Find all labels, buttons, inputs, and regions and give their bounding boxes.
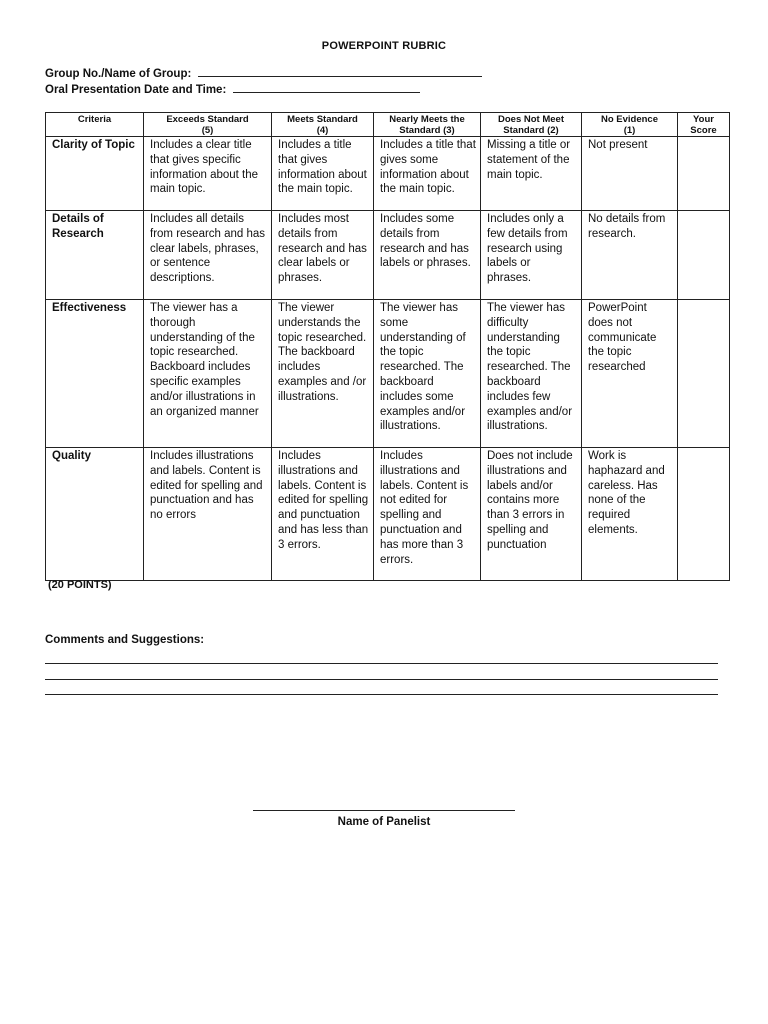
header-criteria: Criteria	[46, 113, 144, 137]
group-name-field	[45, 65, 482, 80]
comment-line-3[interactable]	[45, 694, 718, 695]
table-header-row	[46, 113, 730, 137]
presentation-date-blank[interactable]	[233, 81, 420, 93]
nearly-cell: Includes a title that gives some information about the main topic.	[374, 137, 481, 211]
table-row	[46, 211, 730, 300]
presentation-date-field	[45, 81, 420, 96]
no-evidence-cell: No details from research.	[582, 211, 678, 300]
does-not-cell: Includes only a few details from research using labels or phrases.	[481, 211, 582, 300]
nearly-cell: Includes illustrations and labels. Content is not edited for spelling and punctuation and has more than 3 errors.	[374, 448, 481, 581]
exceeds-cell: Includes illustrations and labels. Content is edited for spelling and punctuation and has no errors	[144, 448, 272, 581]
comment-line-1[interactable]	[45, 663, 718, 664]
header-exceeds-standard: Exceeds Standard (5)	[144, 113, 272, 137]
nearly-cell: The viewer has some understanding of the topic researched. The backboard includes some examples and/or illustrations.	[374, 300, 481, 448]
group-name-label: Group No./Name of Group:	[45, 68, 192, 80]
table-row	[46, 137, 730, 211]
no-evidence-cell: Not present	[582, 137, 678, 211]
rubric-table	[45, 112, 730, 581]
exceeds-cell: Includes all details from research and has clear labels, phrases, or sentence descriptions.	[144, 211, 272, 300]
panelist-signature-line[interactable]	[253, 810, 515, 811]
criteria-cell: Details of Research	[46, 211, 144, 300]
total-points-label: (20 POINTS)	[48, 579, 112, 591]
presentation-date-label: Oral Presentation Date and Time:	[45, 84, 227, 96]
no-evidence-cell: PowerPoint does not communicate the topic researched	[582, 300, 678, 448]
header-nearly-meets-standard: Nearly Meets the Standard (3)	[374, 113, 481, 137]
exceeds-cell: The viewer has a thorough understanding of the topic researched. Backboard includes specific examples and/or illustrations in an organized manner	[144, 300, 272, 448]
table-row	[46, 300, 730, 448]
does-not-cell: Missing a title or statement of the main topic.	[481, 137, 582, 211]
panelist-name-label: Name of Panelist	[337, 816, 431, 828]
criteria-cell: Effectiveness	[46, 300, 144, 448]
does-not-cell: Does not include illustrations and labels and/or contains more than 3 errors in spelling and punctuation	[481, 448, 582, 581]
score-cell[interactable]	[678, 448, 730, 581]
score-cell[interactable]	[678, 137, 730, 211]
nearly-cell: Includes some details from research and has labels or phrases.	[374, 211, 481, 300]
criteria-cell: Clarity of Topic	[46, 137, 144, 211]
header-your-score: Your Score	[678, 113, 730, 137]
comments-label: Comments and Suggestions:	[45, 634, 205, 646]
meets-cell: Includes a title that gives information about the main topic.	[272, 137, 374, 211]
header-does-not-meet-standard: Does Not Meet Standard (2)	[481, 113, 582, 137]
exceeds-cell: Includes a clear title that gives specific information about the main topic.	[144, 137, 272, 211]
does-not-cell: The viewer has difficulty understanding the topic researched. The backboard includes few examples and/or illustrations.	[481, 300, 582, 448]
comment-line-2[interactable]	[45, 679, 718, 680]
table-row	[46, 448, 730, 581]
score-cell[interactable]	[678, 300, 730, 448]
criteria-cell: Quality	[46, 448, 144, 581]
group-name-blank[interactable]	[198, 65, 482, 77]
score-cell[interactable]	[678, 211, 730, 300]
meets-cell: The viewer understands the topic researched. The backboard includes examples and /or illustrations.	[272, 300, 374, 448]
meets-cell: Includes most details from research and has clear labels or phrases.	[272, 211, 374, 300]
header-no-evidence: No Evidence (1)	[582, 113, 678, 137]
meets-cell: Includes illustrations and labels. Content is edited for spelling and punctuation and has less than 3 errors.	[272, 448, 374, 581]
no-evidence-cell: Work is haphazard and careless. Has none of the required elements.	[582, 448, 678, 581]
page-title: POWERPOINT RUBRIC	[321, 40, 447, 52]
header-meets-standard: Meets Standard (4)	[272, 113, 374, 137]
